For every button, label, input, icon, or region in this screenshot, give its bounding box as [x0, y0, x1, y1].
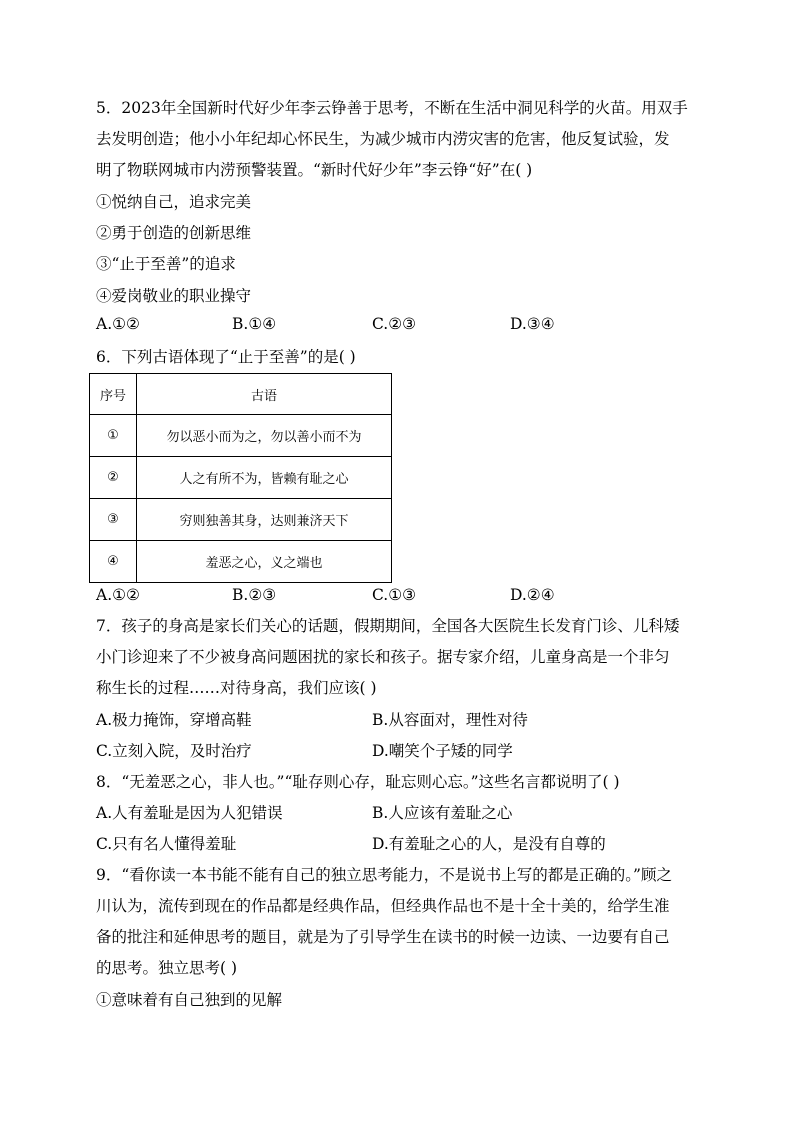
- q5-statement-1: ①悦纳自己，追求完美: [96, 193, 252, 211]
- q6-option-b[interactable]: B.②③: [232, 586, 277, 604]
- q9-stem-line-3: 备的批注和延伸思考的题目，就是为了引导学生在读书的时候一边读、一边要有自己: [96, 928, 670, 946]
- table-row: [90, 499, 392, 541]
- table-cell-number: ③: [90, 499, 137, 541]
- q5-statement-3: ③“止于至善”的追求: [96, 255, 236, 273]
- q9-stem-line-4: 的思考。独立思考( ): [96, 959, 238, 977]
- q7-stem-line-3: 称生长的过程……对待身高，我们应该( ): [96, 679, 377, 697]
- q7-option-b[interactable]: B.从容面对，理性对待: [372, 711, 528, 729]
- q7-option-a[interactable]: A.极力掩饰，穿增高鞋: [96, 711, 252, 729]
- q7-option-d[interactable]: D.嘲笑个子矮的同学: [372, 742, 513, 760]
- q5-statement-4: ④爱岗敬业的职业操守: [96, 287, 252, 305]
- q7-stem-line-1: 7．孩子的身高是家长们关心的话题，假期期间，全国各大医院生长发育门诊、儿科矮: [96, 617, 680, 635]
- table-row: [90, 415, 392, 457]
- q5-option-d[interactable]: D.③④: [510, 315, 555, 333]
- q9-stem-line-2: 川认为，流传到现在的作品都是经典作品，但经典作品也不是十全十美的，给学生准: [96, 897, 670, 915]
- q6-option-d[interactable]: D.②④: [510, 586, 555, 604]
- table-cell-number: ①: [90, 415, 137, 457]
- q8-option-c[interactable]: C.只有名人懂得羞耻: [96, 835, 237, 853]
- table-row: [90, 457, 392, 499]
- q5-option-a[interactable]: A.①②: [96, 315, 140, 333]
- q5-stem-line-1: 5．2023年全国新时代好少年李云铮善于思考，不断在生活中洞见科学的火苗。用双手: [96, 99, 688, 117]
- q8-option-d[interactable]: D.有羞耻之心的人，是没有自尊的: [372, 835, 606, 853]
- table-cell-quote: 羞恶之心，义之端也: [137, 541, 392, 583]
- table-cell-number: ④: [90, 541, 137, 583]
- table-header-row: [90, 374, 392, 415]
- q9-statement-1: ①意味着有自己独到的见解: [96, 991, 283, 1009]
- q5-option-b[interactable]: B.①④: [232, 315, 277, 333]
- q9-stem-line-1: 9．“看你读一本书能不能有自己的独立思考能力，不是说书上写的都是正确的。”顾之: [96, 866, 672, 884]
- q6-classical-quotes-table: [89, 373, 392, 583]
- table-cell-quote: 勿以恶小而为之，勿以善小而不为: [137, 415, 392, 457]
- q7-stem-line-2: 小门诊迎来了不少被身高问题困扰的家长和孩子。据专家介绍，儿童身高是一个非匀: [96, 648, 670, 666]
- q8-stem: 8．“无羞恶之心，非人也。”“耻存则心存，耻忘则心忘。”这些名言都说明了( ): [96, 773, 620, 791]
- q6-option-c[interactable]: C.①③: [372, 586, 417, 604]
- q5-statement-2: ②勇于创造的创新思维: [96, 224, 252, 242]
- table-cell-number: ②: [90, 457, 137, 499]
- q5-stem-line-2: 去发明创造；他小小年纪却心怀民生，为减少城市内涝灾害的危害，他反复试验，发: [96, 130, 670, 148]
- q6-option-a[interactable]: A.①②: [96, 586, 140, 604]
- table-cell-quote: 人之有所不为，皆赖有耻之心: [137, 457, 392, 499]
- q8-option-b[interactable]: B.人应该有羞耻之心: [372, 804, 513, 822]
- q5-option-c[interactable]: C.②③: [372, 315, 417, 333]
- table-row: [90, 541, 392, 583]
- table-header-quote: 古语: [137, 374, 392, 415]
- q5-stem-line-3: 明了物联网城市内涝预警装置。“新时代好少年”李云铮“好”在( ): [96, 161, 533, 179]
- q7-option-c[interactable]: C.立刻入院，及时治疗: [96, 742, 252, 760]
- table-header-number: 序号: [90, 374, 137, 415]
- q8-option-a[interactable]: A.人有羞耻是因为人犯错误: [96, 804, 283, 822]
- table-cell-quote: 穷则独善其身，达则兼济天下: [137, 499, 392, 541]
- q6-stem: 6．下列古语体现了“止于至善”的是( ): [96, 348, 356, 366]
